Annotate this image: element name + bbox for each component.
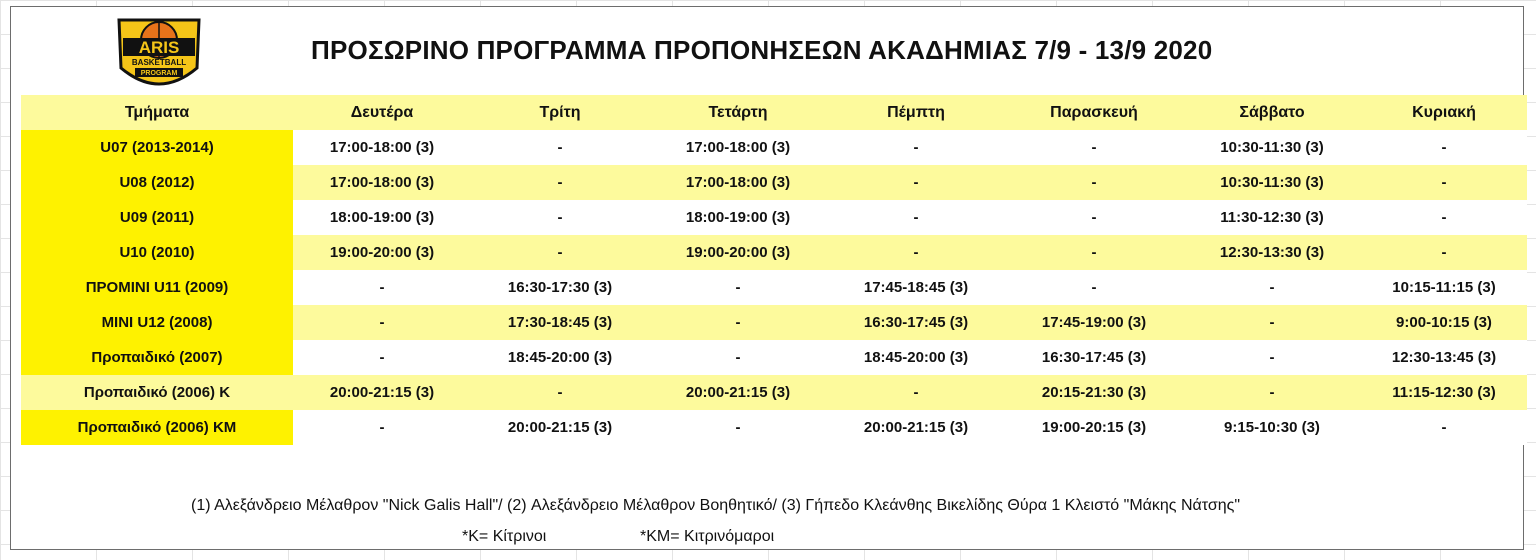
table-row: [21, 235, 1527, 270]
group-cell: ΠΡΟΜΙΝΙ U11 (2009): [21, 270, 293, 305]
schedule-cell: 10:30-11:30 (3): [1183, 130, 1361, 165]
header-friday: Παρασκευή: [1005, 95, 1183, 130]
schedule-cell: 9:00-10:15 (3): [1361, 305, 1527, 340]
logo-sub-text: BASKETBALL: [131, 58, 187, 67]
schedule-cell: -: [293, 305, 471, 340]
schedule-cell: 18:45-20:00 (3): [471, 340, 649, 375]
schedule-cell: -: [649, 270, 827, 305]
schedule-cell: 20:00-21:15 (3): [649, 375, 827, 410]
schedule-cell: 18:00-19:00 (3): [293, 200, 471, 235]
schedule-cell: -: [471, 235, 649, 270]
training-schedule-table: [21, 95, 1527, 445]
header-groups: Τμήματα: [21, 95, 293, 130]
schedule-cell: -: [471, 375, 649, 410]
schedule-cell: -: [1005, 165, 1183, 200]
header-sunday: Κυριακή: [1361, 95, 1527, 130]
group-cell: U10 (2010): [21, 235, 293, 270]
schedule-cell: -: [1005, 270, 1183, 305]
schedule-cell: -: [293, 270, 471, 305]
table-row: [21, 165, 1527, 200]
schedule-cell: 11:30-12:30 (3): [1183, 200, 1361, 235]
schedule-cell: 16:30-17:45 (3): [1005, 340, 1183, 375]
schedule-cell: -: [1361, 410, 1527, 445]
group-cell: Προπαιδικό (2006) ΚΜ: [21, 410, 293, 445]
table-row: [21, 130, 1527, 165]
schedule-cell: -: [649, 410, 827, 445]
table-row: [21, 410, 1527, 445]
schedule-cell: 17:45-18:45 (3): [827, 270, 1005, 305]
schedule-cell: 17:45-19:00 (3): [1005, 305, 1183, 340]
schedule-cell: -: [827, 375, 1005, 410]
schedule-cell: -: [1183, 340, 1361, 375]
schedule-cell: 19:00-20:00 (3): [649, 235, 827, 270]
schedule-cell: 10:15-11:15 (3): [1361, 270, 1527, 305]
schedule-cell: 9:15-10:30 (3): [1183, 410, 1361, 445]
table-row: [21, 200, 1527, 235]
group-cell: Προπαιδικό (2006) Κ: [21, 375, 293, 410]
schedule-cell: 17:00-18:00 (3): [649, 130, 827, 165]
schedule-cell: -: [827, 165, 1005, 200]
schedule-cell: 11:15-12:30 (3): [1361, 375, 1527, 410]
abbreviation-k: *K= Κίτρινοι: [462, 528, 547, 545]
schedule-cell: -: [1361, 165, 1527, 200]
schedule-cell: 10:30-11:30 (3): [1183, 165, 1361, 200]
header-saturday: Σάββατο: [1183, 95, 1361, 130]
table-row: [21, 305, 1527, 340]
group-cell: MINI U12 (2008): [21, 305, 293, 340]
group-cell: Προπαιδικό (2007): [21, 340, 293, 375]
schedule-cell: -: [1361, 235, 1527, 270]
schedule-cell: 12:30-13:30 (3): [1183, 235, 1361, 270]
schedule-cell: -: [1183, 375, 1361, 410]
schedule-cell: -: [649, 305, 827, 340]
schedule-cell: -: [471, 200, 649, 235]
schedule-cell: -: [293, 410, 471, 445]
logo-ribbon-text: PROGRAM: [140, 70, 178, 77]
schedule-cell: -: [293, 340, 471, 375]
schedule-cell: -: [1005, 235, 1183, 270]
schedule-cell: 16:30-17:45 (3): [827, 305, 1005, 340]
schedule-cell: 18:45-20:00 (3): [827, 340, 1005, 375]
schedule-cell: -: [1361, 130, 1527, 165]
table-row: [21, 340, 1527, 375]
schedule-cell: 12:30-13:45 (3): [1361, 340, 1527, 375]
header-thursday: Πέμπτη: [827, 95, 1005, 130]
schedule-cell: -: [1361, 200, 1527, 235]
table-header-row: [21, 95, 1527, 130]
schedule-cell: 17:30-18:45 (3): [471, 305, 649, 340]
schedule-cell: -: [827, 130, 1005, 165]
schedule-cell: -: [471, 165, 649, 200]
schedule-cell: -: [471, 130, 649, 165]
schedule-cell: -: [827, 235, 1005, 270]
schedule-cell: -: [649, 340, 827, 375]
schedule-cell: 17:00-18:00 (3): [649, 165, 827, 200]
schedule-cell: 20:00-21:15 (3): [827, 410, 1005, 445]
schedule-cell: 17:00-18:00 (3): [293, 130, 471, 165]
schedule-cell: -: [1005, 200, 1183, 235]
group-cell: U07 (2013-2014): [21, 130, 293, 165]
table-row: [21, 375, 1527, 410]
group-cell: U08 (2012): [21, 165, 293, 200]
group-cell: U09 (2011): [21, 200, 293, 235]
header-wednesday: Τετάρτη: [649, 95, 827, 130]
venue-legend: (1) Αλεξάνδρειο Μέλαθρον "Nick Galis Hall"/ (2) Αλεξάνδρειο Μέλαθρον Βοηθητικό/ (3) Γήπεδο Κλεάνθης Βικελίδης Θύρα 1 Κλειστό "Μάκης Νάτσης": [191, 497, 1241, 514]
header-tuesday: Τρίτη: [471, 95, 649, 130]
schedule-cell: 18:00-19:00 (3): [649, 200, 827, 235]
logo-main-text: ARIS: [138, 38, 180, 57]
schedule-cell: -: [1005, 130, 1183, 165]
schedule-cell: -: [1183, 305, 1361, 340]
abbreviation-km: *KM= Κιτρινόμαροι: [640, 528, 775, 545]
schedule-cell: -: [1183, 270, 1361, 305]
schedule-cell: 19:00-20:15 (3): [1005, 410, 1183, 445]
schedule-cell: 20:00-21:15 (3): [471, 410, 649, 445]
table-row: [21, 270, 1527, 305]
aris-basketball-logo: [109, 10, 209, 98]
schedule-cell: 20:00-21:15 (3): [293, 375, 471, 410]
header-monday: Δευτέρα: [293, 95, 471, 130]
page-title: ΠΡΟΣΩΡΙΝΟ ΠΡΟΓΡΑΜΜΑ ΠΡΟΠΟΝΗΣΕΩΝ ΑΚΑΔΗΜΙΑΣ 7/9 - 13/9 2020: [311, 35, 1213, 65]
schedule-cell: 17:00-18:00 (3): [293, 165, 471, 200]
schedule-cell: -: [827, 200, 1005, 235]
schedule-sheet: [10, 6, 1524, 550]
schedule-cell: 19:00-20:00 (3): [293, 235, 471, 270]
schedule-cell: 20:15-21:30 (3): [1005, 375, 1183, 410]
schedule-cell: 16:30-17:30 (3): [471, 270, 649, 305]
